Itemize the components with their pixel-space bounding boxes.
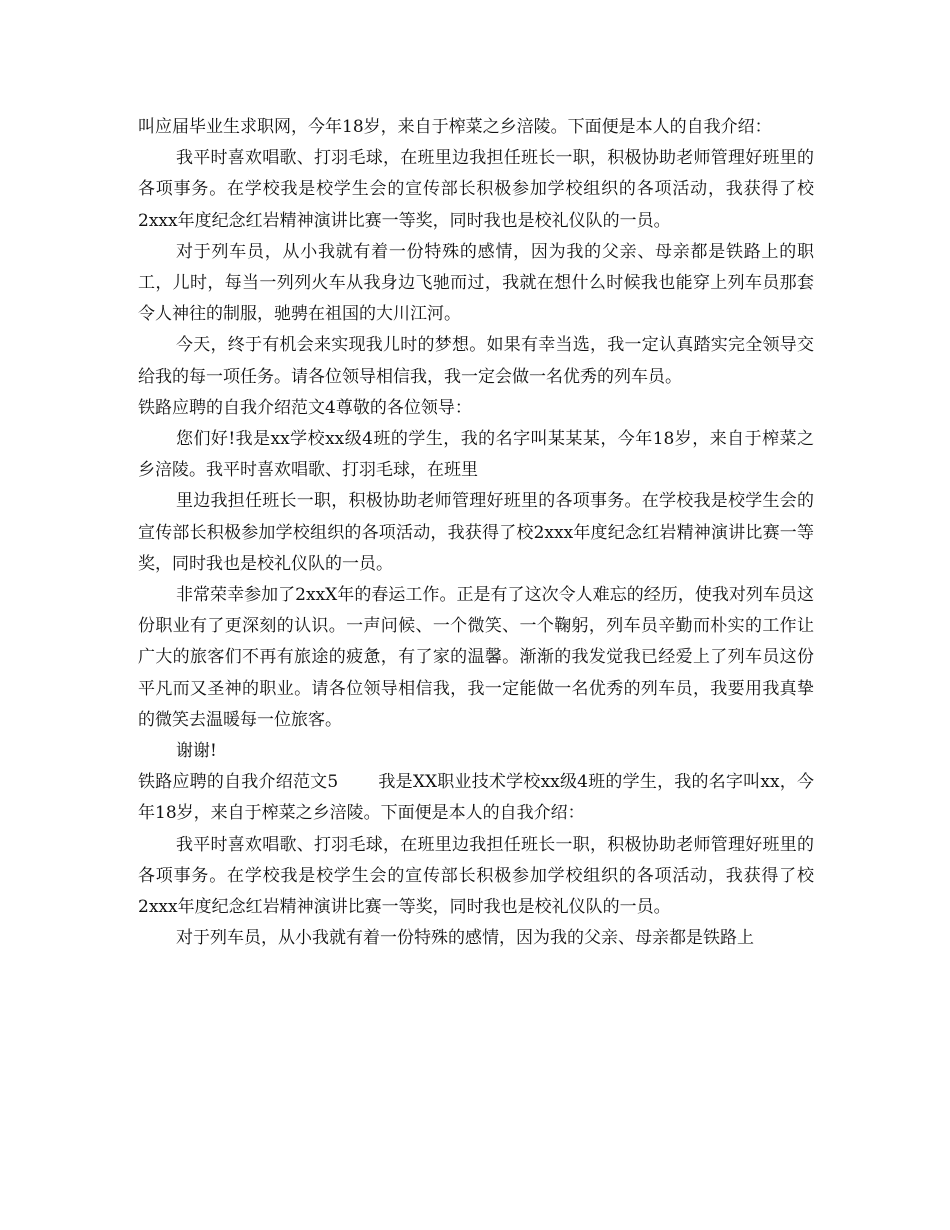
section-heading-4: 铁路应聘的自我介绍范文4尊敬的各位领导： bbox=[138, 397, 472, 418]
paragraph: 叫应届毕业生求职网，今年18岁，来自于榨菜之乡涪陵。下面便是本人的自我介绍： bbox=[138, 117, 772, 137]
closing-thanks: 谢谢! bbox=[176, 741, 217, 762]
section-5-paragraph bbox=[138, 767, 814, 829]
paragraph: 我平时喜欢唱歌、打羽毛球，在班里边我担任班长一职，积极协助老师管理好班里的各项事务。在学校我是校学生会的宣传部长积极参加学校组织的各项活动，我获得了校2xxx年度纪念红岩精神演讲比赛一等奖，同时我也是校礼仪队的一员。 bbox=[138, 148, 814, 231]
paragraph: 今天，终于有机会来实现我儿时的梦想。如果有幸当选，我一定认真踏实完全领导交给我的每一项任务。请各位领导相信我，我一定会做一名优秀的列车员。 bbox=[138, 335, 814, 387]
paragraph: 里边我担任班长一职，积极协助老师管理好班里的各项事务。在学校我是校学生会的宣传部长积极参加学校组织的各项活动，我获得了校2xxx年度纪念红岩精神演讲比赛一等奖，同时我也是校礼仪队的一员。 bbox=[138, 491, 814, 574]
paragraph: 我平时喜欢唱歌、打羽毛球，在班里边我担任班长一职，积极协助老师管理好班里的各项事务。在学校我是校学生会的宣传部长积极参加学校组织的各项活动，我获得了校2xxx年度纪念红岩精神演讲比赛一等奖，同时我也是校礼仪队的一员。 bbox=[138, 834, 814, 918]
paragraph: 您们好!我是xx学校xx级4班的学生，我的名字叫某某某，今年18岁，来自于榨菜之乡涪陵。我平时喜欢唱歌、打羽毛球，在班里 bbox=[138, 429, 814, 481]
paragraph: 非常荣幸参加了2xxX年的春运工作。正是有了这次令人难忘的经历，使我对列车员这份职业有了更深刻的认识。一声问候、一个微笑、一个鞠躬，列车员辛勤而朴实的工作让广大的旅客们不再有旅途的疲惫，有了家的温馨。渐渐的我发觉我已经爱上了列车员这份平凡而又圣神的职业。请各位领导相信我，我一定能做一名优秀的列车员，我要用我真挚的微笑去温暖每一位旅客。 bbox=[138, 585, 814, 730]
section-5-intro: 我是XX职业技术学校xx级4班的学生，我的名字叫xx，今年18岁，来自于榨菜之乡涪陵。下面便是本人的自我介绍： bbox=[138, 772, 814, 824]
paragraph: 对于列车员，从小我就有着一份特殊的感情，因为我的父亲、母亲都是铁路上的职工，儿时，每当一列列火车从我身边飞驰而过，我就在想什么时候我也能穿上列车员那套令人神往的制服，驰骋在祖国的大川江河。 bbox=[138, 241, 814, 325]
paragraph: 对于列车员，从小我就有着一份特殊的感情，因为我的父亲、母亲都是铁路上 bbox=[176, 928, 754, 949]
section-heading-5: 铁路应聘的自我介绍范文5 bbox=[138, 772, 339, 793]
document-body bbox=[138, 112, 814, 954]
